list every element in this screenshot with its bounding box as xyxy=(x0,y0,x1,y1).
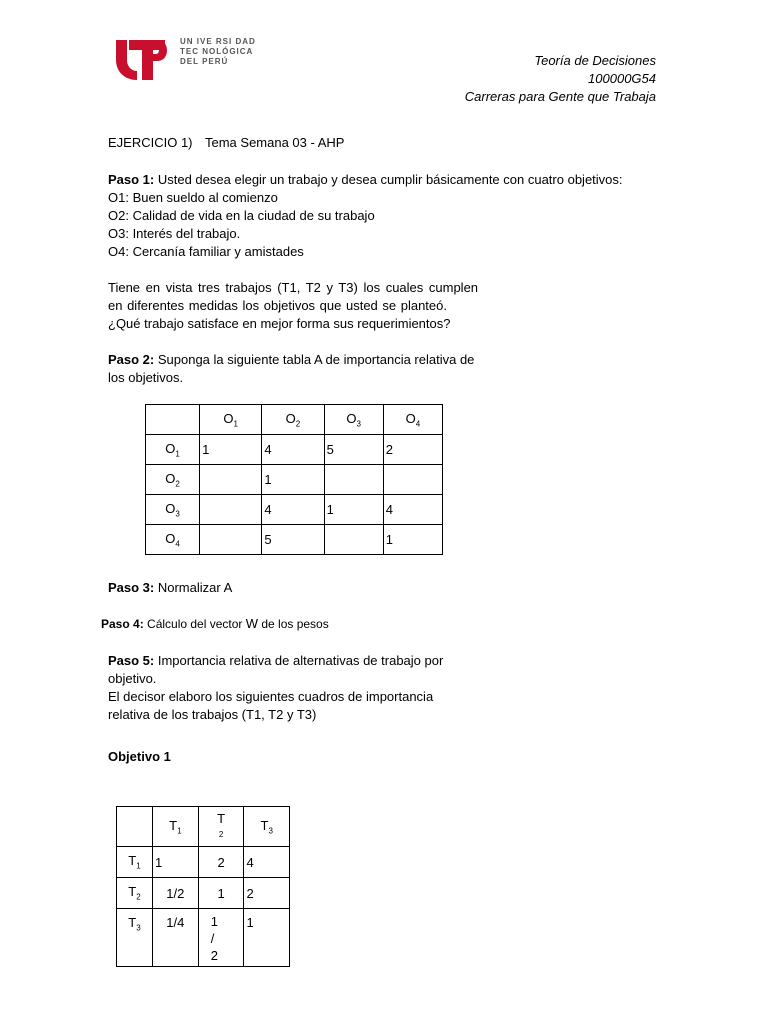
step4-text-end: de los pesos xyxy=(258,617,329,631)
table-header-cell: $O_4$ xyxy=(383,405,442,435)
step4-title: Paso 4: xyxy=(101,617,144,631)
table-cell: 1 xyxy=(198,878,244,909)
objective1-title: Objetivo 1 xyxy=(108,749,171,764)
table-cell: 1 xyxy=(200,435,262,465)
step5-title: Paso 5: xyxy=(108,653,155,668)
table-row xyxy=(117,847,290,878)
table-header-cell: $O_2$ xyxy=(262,405,324,435)
table-cell: 1/4 xyxy=(152,909,198,967)
table-cell: 1 xyxy=(262,465,324,495)
table-cell xyxy=(383,465,442,495)
table-header-cell: $O_1$ xyxy=(200,405,262,435)
paragraph-line: ¿Qué trabajo satisface en mejor forma sus requerimientos? xyxy=(108,316,451,331)
table-row xyxy=(117,878,290,909)
step1-title: Paso 1: xyxy=(108,172,155,187)
course-name: Teoría de Decisiones xyxy=(534,53,656,68)
step2-title: Paso 2: xyxy=(108,352,155,367)
vector-w-symbol: W xyxy=(245,616,259,631)
table-cell: 1/2 xyxy=(152,878,198,909)
table-cell: 4 xyxy=(383,495,442,525)
row-header-cell: $O_3$ xyxy=(146,495,200,525)
step5-text-line: El decisor elaboro los siguientes cuadros de importancia xyxy=(108,689,434,704)
step5-text-line: relativa de los trabajos (T1, T2 y T3) xyxy=(108,707,317,722)
table-header-cell: T 2 xyxy=(198,807,244,847)
program-name: Carreras para Gente que Trabaja xyxy=(464,89,656,104)
table-cell: 1 xyxy=(244,909,290,967)
row-header-cell: $O_1$ xyxy=(146,435,200,465)
table-cell xyxy=(200,525,262,555)
step2-text-line2: los objetivos. xyxy=(108,370,184,385)
table-header-cell: $T_3$ xyxy=(244,807,290,847)
step4-heading xyxy=(101,615,329,633)
university-name xyxy=(180,37,256,67)
table-cell: 2 xyxy=(244,878,290,909)
table-corner-cell xyxy=(117,807,153,847)
step5-text: Importancia relativa de alternativas de trabajo por xyxy=(154,653,444,668)
importance-table-a xyxy=(145,404,443,555)
table-cell: 4 xyxy=(244,847,290,878)
row-header-cell: $T_2$ xyxy=(117,878,153,909)
table-cell: 1 xyxy=(152,847,198,878)
university-line: TEC NOLÓGICA xyxy=(180,47,254,56)
step4-text: Cálculo del vector xyxy=(143,617,246,631)
table-row xyxy=(146,495,443,525)
row-header-cell: $T_3$ xyxy=(117,909,153,967)
table-cell: 5 xyxy=(324,435,383,465)
table-cell: 2 xyxy=(383,435,442,465)
row-header-cell: $T_1$ xyxy=(117,847,153,878)
table-cell: 1 xyxy=(383,525,442,555)
table-row xyxy=(117,909,290,967)
paragraph-line: en diferentes medidas los objetivos que usted se planteó. xyxy=(108,298,447,313)
step5-heading xyxy=(108,652,443,670)
table-row xyxy=(146,405,443,435)
table-row xyxy=(146,525,443,555)
table-cell: 4 xyxy=(262,495,324,525)
fraction-stack-cell xyxy=(198,909,244,967)
objective-item: O3: Interés del trabajo. xyxy=(108,226,241,241)
exercise-label: EJERCICIO 1) xyxy=(108,135,193,150)
course-header xyxy=(465,52,656,106)
course-code: 100000G54 xyxy=(588,71,656,86)
table-cell: 4 xyxy=(262,435,324,465)
exercise-topic: Tema Semana 03 - AHP xyxy=(205,135,345,150)
objective1-table xyxy=(116,806,290,967)
university-line: UN IVE RSI DAD xyxy=(180,37,256,46)
step3-heading xyxy=(108,579,232,597)
paragraph-line: Tiene en vista tres trabajos (T1, T2 y T3) los cuales cumplen xyxy=(108,280,479,295)
step1-text: Usted desea elegir un trabajo y desea cumplir básicamente con cuatro objetivos: xyxy=(154,172,623,187)
table-cell xyxy=(324,525,383,555)
table-cell: 2 xyxy=(198,847,244,878)
row-header-cell: $O_2$ xyxy=(146,465,200,495)
table-cell: 5 xyxy=(262,525,324,555)
table-cell xyxy=(200,495,262,525)
table-row xyxy=(117,807,290,847)
row-header-cell: $O_4$ xyxy=(146,525,200,555)
table-cell: 1 xyxy=(324,495,383,525)
table-header-cell: $T_1$ xyxy=(152,807,198,847)
utp-logo-icon xyxy=(113,36,167,82)
objective-item: O1: Buen sueldo al comienzo xyxy=(108,190,278,205)
step5-text-line: objetivo. xyxy=(108,671,157,686)
table-cell xyxy=(200,465,262,495)
university-line: DEL PERÚ xyxy=(180,57,229,66)
objective-item: O2: Calidad de vida en la ciudad de su trabajo xyxy=(108,208,375,223)
table-row xyxy=(146,435,443,465)
step1-heading xyxy=(108,171,623,189)
step2-heading xyxy=(108,351,474,369)
step2-text: Suponga la siguiente tabla A de importancia relativa de xyxy=(154,352,475,367)
fraction-denominator: 2 xyxy=(210,948,218,963)
table-row xyxy=(146,465,443,495)
fraction-numerator: 1 xyxy=(210,914,218,929)
objective-item: O4: Cercanía familiar y amistades xyxy=(108,244,304,259)
table-cell xyxy=(324,465,383,495)
table-corner-cell xyxy=(146,405,200,435)
step3-text: Normalizar A xyxy=(154,580,233,595)
fraction-slash: / xyxy=(210,931,215,946)
table-header-cell: $O_3$ xyxy=(324,405,383,435)
step3-title: Paso 3: xyxy=(108,580,155,595)
